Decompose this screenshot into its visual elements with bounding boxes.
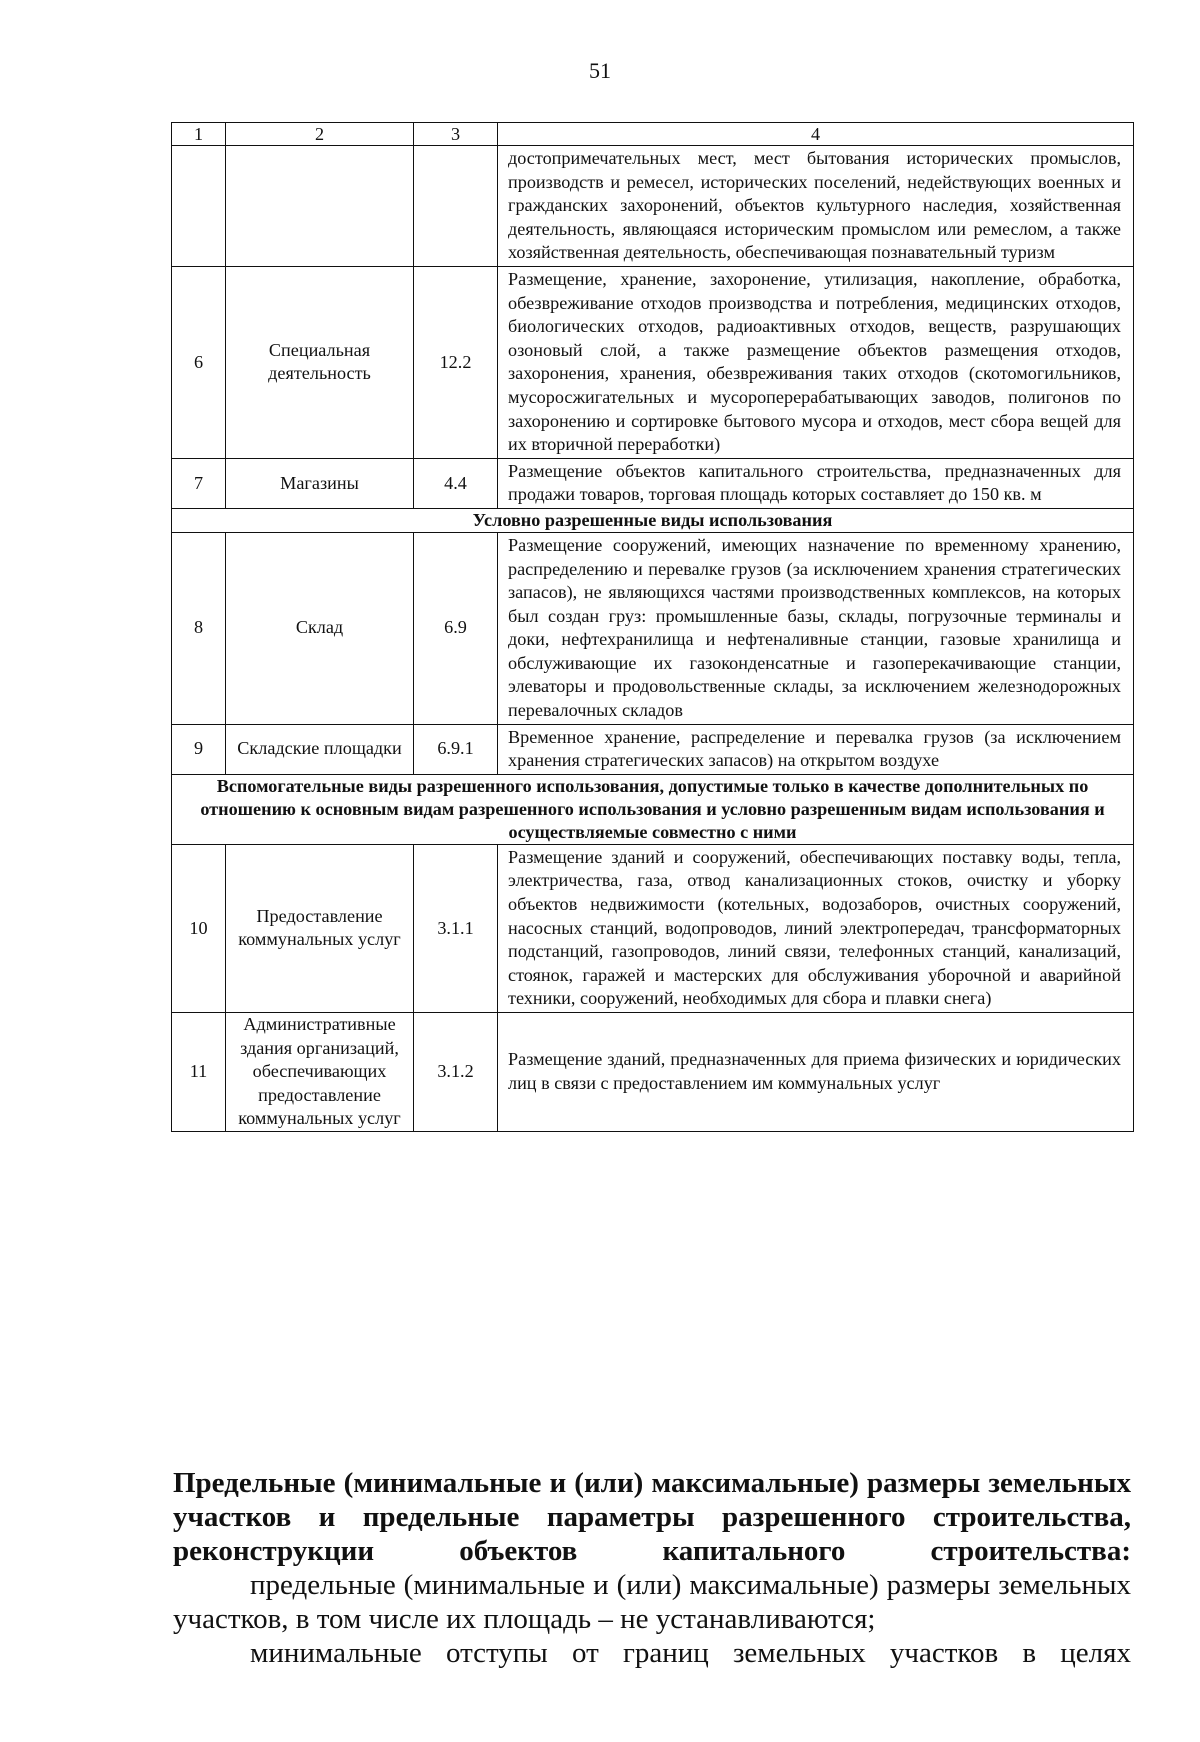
group-title-conditional: Условно разрешенные виды использования bbox=[172, 508, 1134, 532]
use-description: Размещение зданий и сооружений, обеспечивающих поставку воды, тепла, электричества, газа, отвод канализационных стоков, очистку и уборку объектов недвижимости (котельных, водозаборов, очистных сооружений, насосных станций, водопроводов, линий электропередач, трансформаторных подстанций, газопроводов, линий связи, телефонных станций, канализаций, стоянок, гаражей и мастерских для обслуживания уборочной и аварийной техники, сооружений, необходимых для сбора и плавки снега) bbox=[498, 844, 1134, 1012]
table-row bbox=[172, 266, 1134, 458]
use-name: Специальная деятельность bbox=[226, 266, 414, 458]
paragraph-setbacks: минимальные отступы от границ земельных участков в целях bbox=[250, 1637, 1131, 1669]
use-name: Предоставление коммунальных услуг bbox=[226, 844, 414, 1012]
use-name: Магазины bbox=[226, 458, 414, 508]
use-name: Административные здания организаций, обеспечивающих предоставление коммунальных услуг bbox=[226, 1013, 414, 1132]
row-number: 10 bbox=[172, 844, 226, 1012]
table-row bbox=[172, 458, 1134, 508]
column-header: 3 bbox=[414, 123, 498, 146]
group-header-row bbox=[172, 508, 1134, 532]
column-header: 1 bbox=[172, 123, 226, 146]
paragraph-plot-sizes: предельные (минимальные и (или) максимальные) размеры земельных участков, в том числе их площадь – не устанавливаются; bbox=[173, 1569, 1131, 1635]
page-number: 51 bbox=[589, 58, 611, 83]
column-header: 4 bbox=[498, 123, 1134, 146]
use-description: Размещение зданий, предназначенных для приема физических и юридических лиц в связи с предоставлением им коммунальных услуг bbox=[498, 1013, 1134, 1132]
use-description: Размещение объектов капитального строительства, предназначенных для продажи товаров, торговая площадь которых составляет до 150 кв. м bbox=[498, 458, 1134, 508]
use-name bbox=[226, 146, 414, 267]
use-code: 3.1.1 bbox=[414, 844, 498, 1012]
row-number bbox=[172, 146, 226, 267]
group-header-row bbox=[172, 774, 1134, 844]
use-name: Склад bbox=[226, 532, 414, 724]
row-number: 7 bbox=[172, 458, 226, 508]
use-code: 12.2 bbox=[414, 266, 498, 458]
land-use-table bbox=[171, 122, 1134, 1132]
table-row bbox=[172, 532, 1134, 724]
column-header: 2 bbox=[226, 123, 414, 146]
use-code bbox=[414, 146, 498, 267]
use-code: 6.9.1 bbox=[414, 724, 498, 774]
use-description: Временное хранение, распределение и перевалка грузов (за исключением хранения стратегических запасов) на открытом воздухе bbox=[498, 724, 1134, 774]
use-description: Размещение, хранение, захоронение, утилизация, накопление, обработка, обезвреживание отходов производства и потребления, медицинских отходов, биологических отходов, радиоактивных отходов, веществ, разрушающих озоновый слой, а также размещение объектов размещения отходов, захоронения, хранения, обезвреживания таких отходов (скотомогильников, мусоросжигательных и мусороперерабатывающих заводов, полигонов по захоронению и сортировке бытового мусора и отходов, мест сбора вещей для их вторичной переработки) bbox=[498, 266, 1134, 458]
section-heading: Предельные (минимальные и (или) максимальные) размеры земельных участков и предельные параметры разрешенного строительства, реконструкции объектов капитального строительства: bbox=[173, 1467, 1131, 1567]
section-text bbox=[173, 1466, 1131, 1670]
use-code: 4.4 bbox=[414, 458, 498, 508]
table-row bbox=[172, 844, 1134, 1012]
table-row bbox=[172, 724, 1134, 774]
use-name: Складские площадки bbox=[226, 724, 414, 774]
table-row bbox=[172, 1013, 1134, 1132]
group-title-auxiliary: Вспомогательные виды разрешенного использования, допустимые только в качестве дополнительных по отношению к основным видам разрешенного использования и условно разрешенным видам использования и осуществляемые совместно с ними bbox=[172, 774, 1134, 844]
row-number: 11 bbox=[172, 1013, 226, 1132]
table-row bbox=[172, 146, 1134, 267]
row-number: 6 bbox=[172, 266, 226, 458]
use-description: Размещение сооружений, имеющих назначение по временному хранению, распределению и перевалке грузов (за исключением хранения стратегических запасов), не являющихся частями производственных комплексов, на которых был создан груз: промышленные базы, склады, погрузочные терминалы и доки, нефтехранилища и нефтеналивные станции, газовые хранилища и обслуживающие их газоконденсатные и газоперекачивающие станции, элеваторы и продовольственные склады, за исключением железнодорожных перевалочных складов bbox=[498, 532, 1134, 724]
row-number: 8 bbox=[172, 532, 226, 724]
use-description: достопримечательных мест, мест бытования исторических промыслов, производств и ремесел, исторических поселений, недействующих военных и гражданских захоронений, объектов культурного наследия, хозяйственная деятельность, являющаяся историческим промыслом или ремеслом, а также хозяйственная деятельность, обеспечивающая познавательный туризм bbox=[498, 146, 1134, 267]
row-number: 9 bbox=[172, 724, 226, 774]
use-code: 6.9 bbox=[414, 532, 498, 724]
table-header-row bbox=[172, 123, 1134, 146]
use-code: 3.1.2 bbox=[414, 1013, 498, 1132]
